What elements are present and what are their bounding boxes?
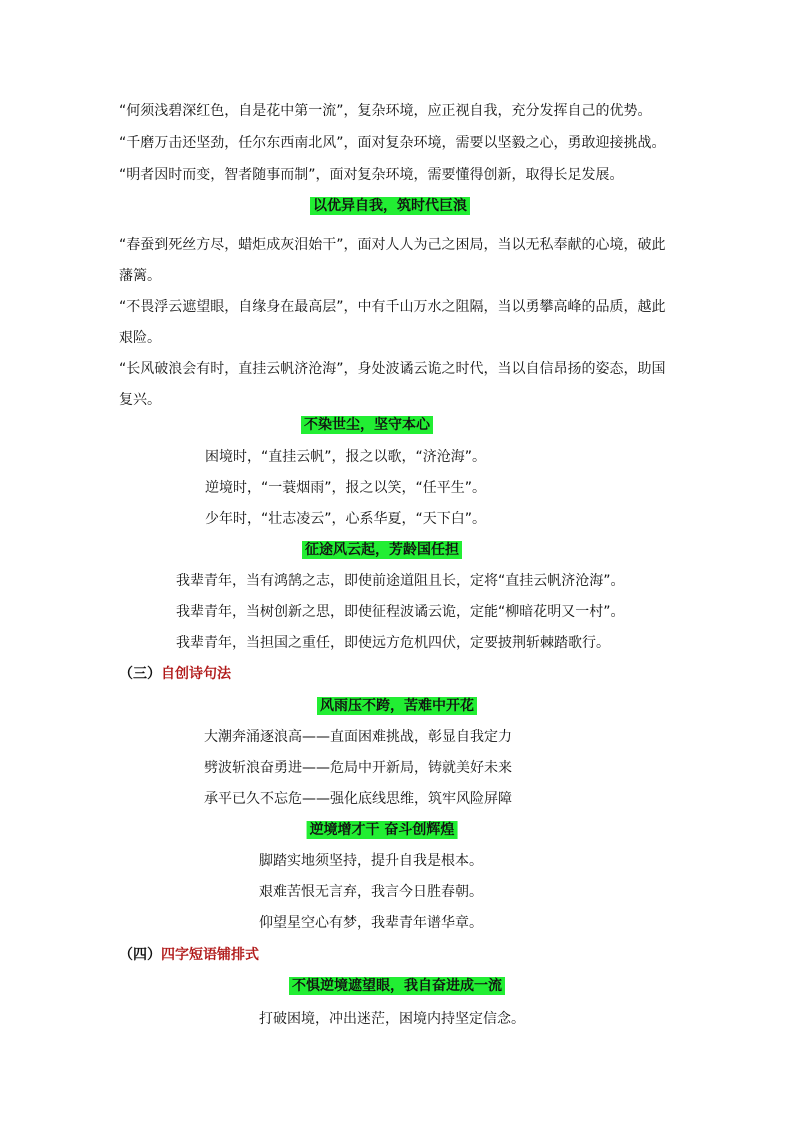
highlighted-heading: 不惧逆境遮望眼，我自奋进成一流 bbox=[289, 977, 505, 995]
verse-line: 我辈青年，当担国之重任，即使远方危机四伏，定要披荆斩棘踏歌行。 bbox=[176, 635, 610, 651]
section-number: （三） bbox=[119, 666, 161, 682]
highlighted-heading: 风雨压不跨，苦难中开花 bbox=[317, 697, 477, 715]
section-heading bbox=[119, 946, 259, 964]
verse-line: 仰望星空心有梦，我辈青年谱华章。 bbox=[259, 915, 483, 931]
highlighted-heading: 逆境增才干 奋斗创辉煌 bbox=[307, 821, 458, 839]
quote-line: “明者因时而变，智者随事而制”，面对复杂环境，需要懂得创新，取得长足发展。 bbox=[119, 167, 624, 183]
verse-line: 困境时，“直挂云帆”，报之以歌，“济沧海”。 bbox=[205, 449, 487, 465]
highlighted-heading: 征途风云起，芳龄国任担 bbox=[302, 541, 462, 559]
verse-line: 打破困境，冲出迷茫，困境内持坚定信念。 bbox=[259, 1011, 525, 1027]
section-title: 四字短语铺排式 bbox=[161, 947, 259, 963]
section-heading bbox=[119, 665, 231, 683]
verse-line: 劈波斩浪奋勇进——危局中开新局，铸就美好未来 bbox=[204, 760, 512, 776]
verse-line: 艰难苦恨无言弃，我言今日胜春朝。 bbox=[259, 884, 483, 900]
verse-line: 脚踏实地须坚持，提升自我是根本。 bbox=[259, 853, 483, 869]
verse-line: 少年时，“壮志凌云”，心系华夏，“天下白”。 bbox=[205, 511, 487, 527]
highlighted-heading: 不染世尘，坚守本心 bbox=[301, 416, 433, 434]
verse-line: 大潮奔涌逐浪高——直面困难挑战，彰显自我定力 bbox=[204, 729, 512, 745]
quote-line: “何须浅碧深红色，自是花中第一流”，复杂环境，应正视自我，充分发挥自己的优势。 bbox=[119, 103, 652, 119]
verse-line: 我辈青年，当有鸿鹄之志，即使前途道阻且长，定将“直挂云帆济沧海”。 bbox=[176, 573, 625, 589]
paragraph: “不畏浮云遮望眼，自缘身在最高层”，中有千山万水之阻隔，当以勇攀高峰的品质，越此艰险。 bbox=[119, 299, 666, 346]
highlighted-heading: 以优异自我，筑时代巨浪 bbox=[310, 197, 470, 215]
verse-line: 我辈青年，当树创新之思，即使征程波谲云诡，定能“柳暗花明又一村”。 bbox=[176, 604, 625, 620]
verse-line: 逆境时，“一蓑烟雨”，报之以笑，“任平生”。 bbox=[205, 480, 487, 496]
quote-line: “千磨万击还坚劲，任尔东西南北风”，面对复杂环境，需要以坚毅之心，勇敢迎接挑战。 bbox=[119, 135, 666, 151]
paragraph: “长风破浪会有时，直挂云帆济沧海”，身处波谲云诡之时代，当以自信昂扬的姿态，助国复兴。 bbox=[119, 361, 666, 408]
paragraph: “春蚕到死丝方尽，蜡炬成灰泪始干”，面对人人为己之困局，当以无私奉献的心境，破此藩篱。 bbox=[119, 237, 666, 284]
section-number: （四） bbox=[119, 947, 161, 963]
verse-line: 承平已久不忘危——强化底线思维，筑牢风险屏障 bbox=[204, 791, 512, 807]
section-title: 自创诗句法 bbox=[161, 666, 231, 682]
